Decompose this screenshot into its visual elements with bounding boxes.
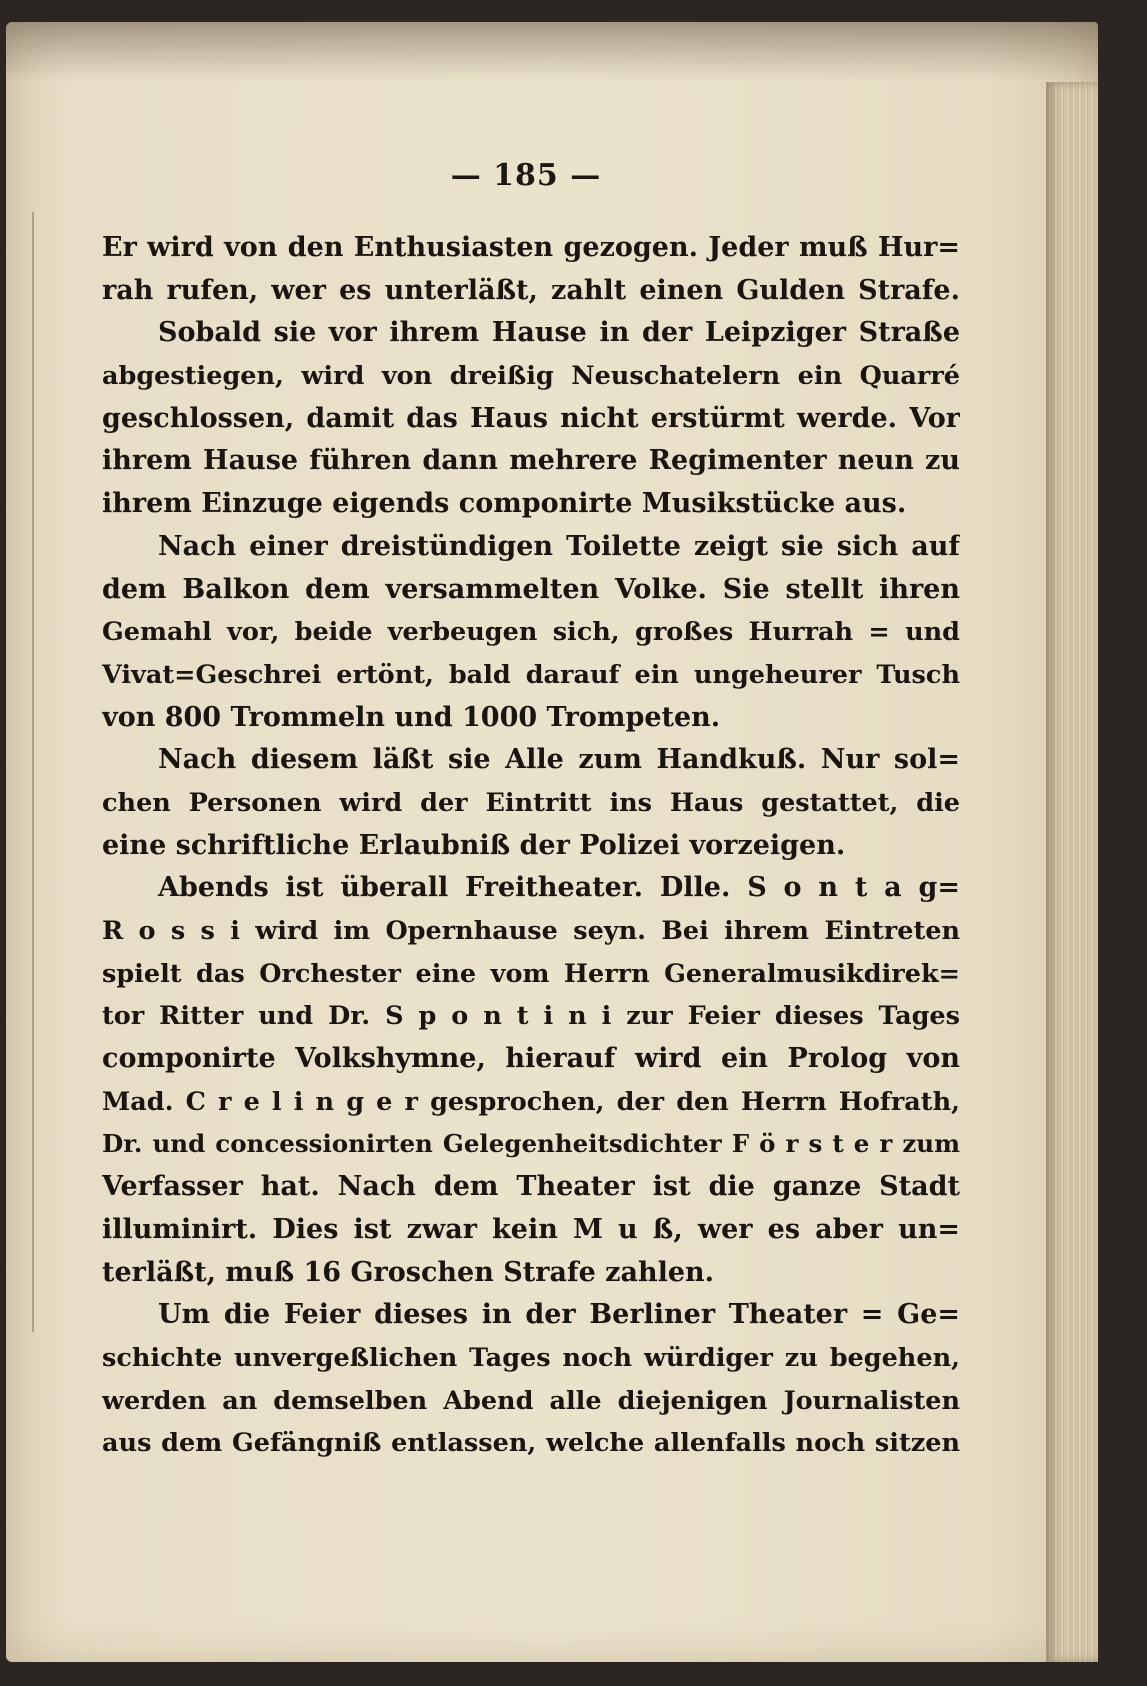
text-line: Nach einer dreistündigen Toilette zeigt sie sich auf (158, 530, 960, 562)
text-line: terläßt, muß 16 Groschen Strafe zahlen. (102, 1256, 715, 1288)
text-line: dem Balkon dem versammelten Volke. Sie stellt ihren (102, 573, 960, 605)
text-line: Verfasser hat. Nach dem Theater ist die ganze Stadt (102, 1171, 960, 1203)
text-line: illuminirt. Dies ist zwar kein M u ß, wer es aber un= (102, 1213, 960, 1245)
text-line: chen Personen wird der Eintritt ins Haus gestattet, die (102, 787, 960, 818)
page-top-shadow (6, 22, 1098, 82)
text-line: eine schriftliche Erlaubniß der Polizei vorzeigen. (102, 829, 846, 861)
text-line: Gemahl vor, beide verbeugen sich, großes Hurrah = und (102, 617, 960, 648)
page-edges (1046, 82, 1098, 1662)
text-line: Er wird von den Enthusiasten gezogen. Jeder muß Hur= (102, 232, 960, 263)
text-line: abgestiegen, wird von dreißig Neuschatelern ein Quarré (102, 361, 960, 392)
text-line: Nach diesem läßt sie Alle zum Handkuß. Nur sol= (158, 744, 960, 776)
text-line: aus dem Gefängniß entlassen, welche allenfalls noch sitzen (102, 1428, 960, 1459)
text-line: Um die Feier dieses in der Berliner Theater = Ge= (158, 1299, 960, 1331)
text-line: Mad. C r e l i n g e r gesprochen, der den Herrn Hofrath, (102, 1086, 960, 1117)
body-text (102, 227, 960, 1465)
text-line: schichte unvergeßlichen Tages noch würdiger zu begehen, (102, 1342, 960, 1373)
text-line: Vivat=Geschrei ertönt, bald darauf ein ungeheurer Tusch (102, 659, 960, 690)
book-page (6, 22, 1098, 1662)
text-line: spielt das Orchester eine vom Herrn Generalmusikdirek= (102, 958, 960, 989)
text-line: Sobald sie vor ihrem Hause in der Leipziger Straße (158, 317, 960, 349)
text-line: Abends ist überall Freitheater. Dlle. S o n t a g= (158, 872, 960, 904)
page-number: — 185 — (450, 158, 602, 193)
text-line: componirte Volkshymne, hierauf wird ein Prolog von (102, 1043, 960, 1075)
text-line: ihrem Einzuge eigends componirte Musikstücke aus. (102, 488, 907, 520)
text-line: werden an demselben Abend alle diejenigen Journalisten (102, 1385, 960, 1416)
text-line: ihrem Hause führen dann mehrere Regimenter neun zu (102, 445, 960, 477)
text-line: geschlossen, damit das Haus nicht erstürmt werde. Vor (102, 402, 960, 434)
text-line: von 800 Trommeln und 1000 Trompeten. (102, 701, 721, 733)
text-line: Dr. und concessionirten Gelegenheitsdichter F ö r s t e r zum (102, 1129, 960, 1159)
text-line: rah rufen, wer es unterläßt, zahlt einen Gulden Strafe. (102, 274, 960, 306)
binding-edge (32, 212, 34, 1332)
text-line: tor Ritter und Dr. S p o n t i n i zur Feier dieses Tages (102, 1001, 960, 1032)
text-line: R o s s i wird im Opernhause seyn. Bei ihrem Eintreten (102, 916, 960, 946)
